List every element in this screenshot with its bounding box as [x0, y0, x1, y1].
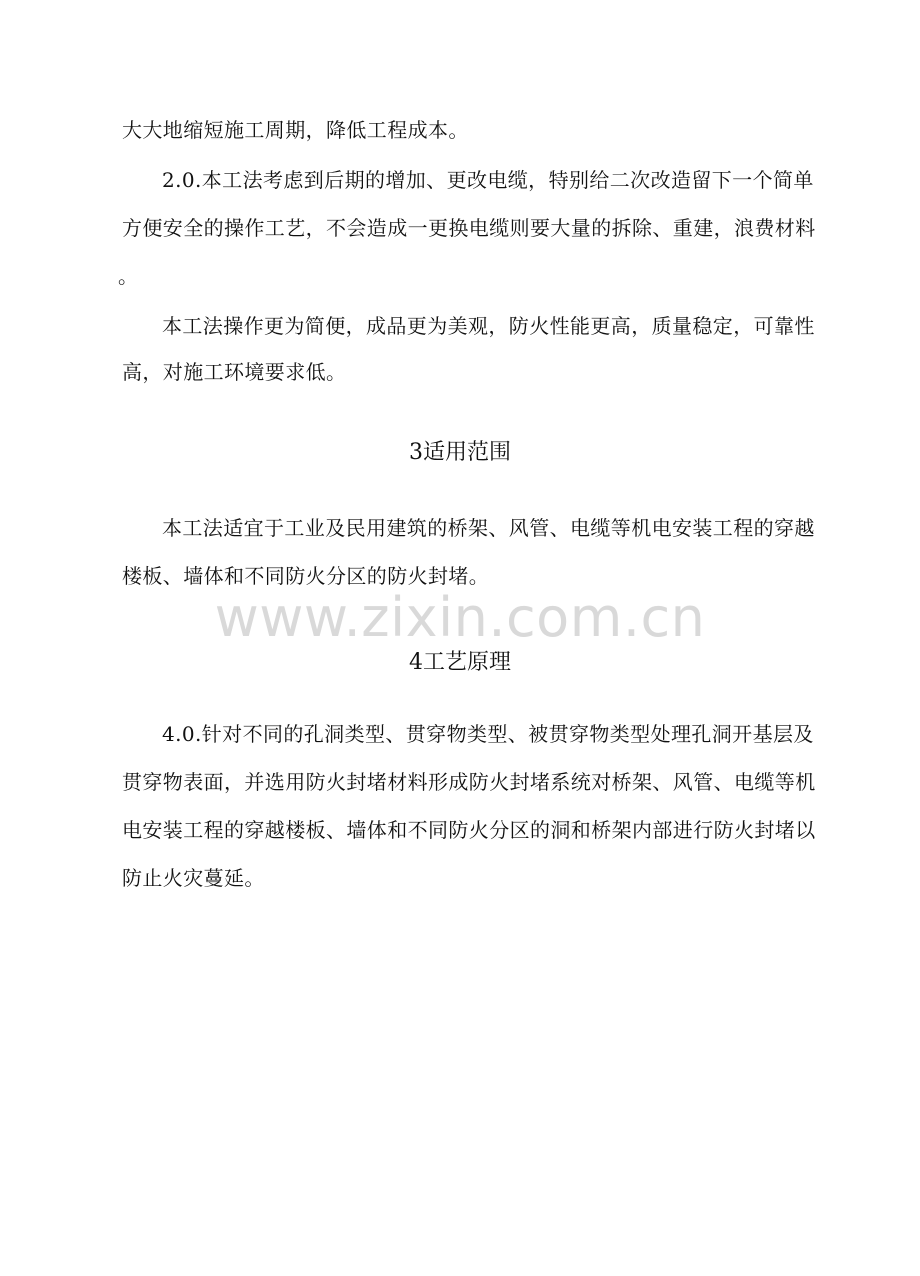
- section-heading-4: 4工艺原理: [409, 650, 511, 675]
- paragraph-line: 防止火灾蔓延。: [122, 866, 265, 890]
- paragraph-line: 贯穿物表面，并选用防火封堵材料形成防火封堵系统对桥架、风管、电缆等机: [122, 770, 816, 794]
- paragraph-line: 本工法适宜于工业及民用建筑的桥架、风管、电缆等机电安装工程的穿越: [162, 516, 815, 540]
- paragraph-line: 大大地缩短施工周期，降低工程成本。: [122, 118, 469, 142]
- paragraph-line: 电安装工程的穿越楼板、墙体和不同防火分区的洞和桥架内部进行防火封堵以: [122, 818, 816, 842]
- paragraph-line: 2.0.本工法考虑到后期的增加、更改电缆，特别给二次改造留下一个简单: [162, 168, 814, 192]
- section-heading-3: 3适用范围: [409, 440, 511, 465]
- paragraph-line: 高，对施工环境要求低。: [122, 360, 347, 384]
- paragraph-line: 。: [118, 264, 139, 288]
- paragraph-line: 本工法操作更为简便，成品更为美观，防火性能更高，质量稳定，可靠性: [162, 314, 815, 338]
- paragraph-line: 楼板、墙体和不同防火分区的防火封堵。: [122, 564, 490, 588]
- paragraph-line: 方便安全的操作工艺，不会造成一更换电缆则要大量的拆除、重建，浪费材料: [122, 216, 816, 240]
- paragraph-line: 4.0.针对不同的孔洞类型、贯穿物类型、被贯穿物类型处理孔洞开基层及: [162, 722, 814, 746]
- watermark: www.zixin.com.cn: [214, 586, 706, 649]
